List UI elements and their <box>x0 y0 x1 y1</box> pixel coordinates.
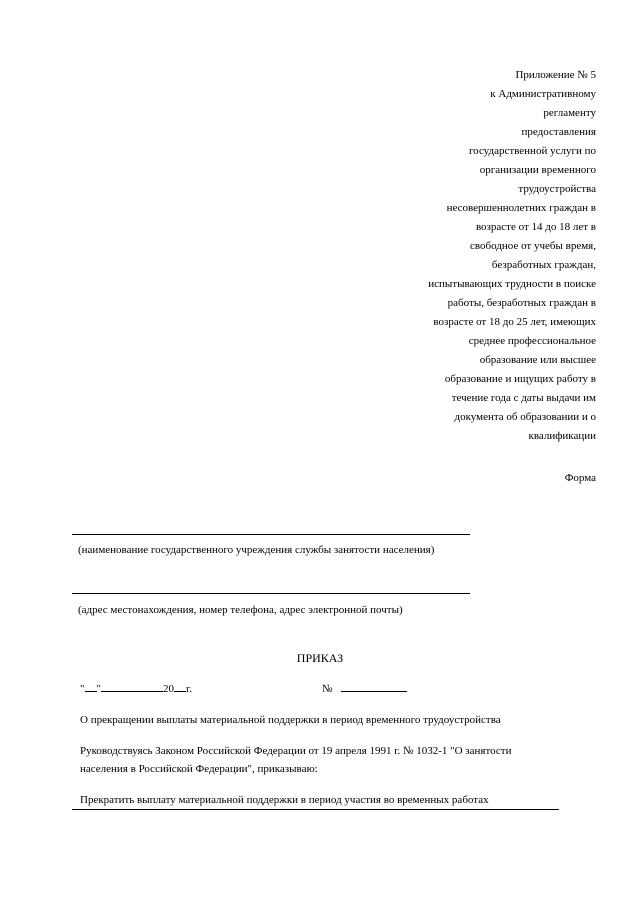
appendix-line: государственной услуги по <box>468 145 596 157</box>
appendix-line: образование и ищущих работу в <box>444 373 596 385</box>
address-caption: (адрес местонахождения, номер телефона, адрес электронной почты) <box>78 604 403 616</box>
appendix-line: среднее профессиональное <box>468 335 596 347</box>
order-subject: О прекращении выплаты материальной поддержки в период временного трудоустройства <box>80 714 501 726</box>
order-basis: Руководствуясь Законом Российской Федерации от 19 апреля 1991 г. № 1032-1 "О занятости населения в Российской Федерации", приказываю: <box>80 745 512 775</box>
date-line <box>80 681 192 697</box>
appendix-line: работы, безработных граждан в <box>447 297 596 309</box>
appendix-line: свободное от учебы время, <box>470 240 596 252</box>
appendix-line: безработных граждан, <box>491 259 596 271</box>
institution-name-line[interactable] <box>72 534 470 535</box>
order-text: Прекратить выплату материальной поддержки в период участия во временных работах <box>80 794 489 806</box>
date-open-quote: " <box>80 683 85 695</box>
number-label: № <box>322 683 333 695</box>
appendix-line: трудоустройства <box>518 183 596 195</box>
appendix-block <box>336 66 596 446</box>
document-title: ПРИКАЗ <box>296 651 344 665</box>
order-text-line[interactable] <box>72 809 559 810</box>
day-blank[interactable] <box>85 681 97 692</box>
appendix-line: предоставления <box>521 126 596 138</box>
appendix-line: регламенту <box>543 107 596 119</box>
appendix-line: возрасте от 14 до 18 лет в <box>475 221 596 233</box>
appendix-line: течение года с даты выдачи им <box>451 392 596 404</box>
appendix-line: документа об образовании и о <box>454 411 596 423</box>
appendix-line: возрасте от 18 до 25 лет, имеющих <box>433 316 596 328</box>
month-blank[interactable] <box>101 681 163 692</box>
year-blank[interactable] <box>174 681 186 692</box>
appendix-line: Приложение № 5 <box>515 69 596 81</box>
address-line[interactable] <box>72 593 470 594</box>
appendix-line: квалификации <box>528 430 596 442</box>
date-close-quote: " <box>96 683 101 695</box>
appendix-line: организации временного <box>479 164 596 176</box>
number-line <box>322 681 407 697</box>
form-label: Форма <box>564 472 596 484</box>
institution-caption: (наименование государственного учреждения службы занятости населения) <box>78 544 435 556</box>
year-prefix: 20 <box>163 683 174 695</box>
appendix-line: несовершеннолетних граждан в <box>446 202 596 214</box>
appendix-line: к Административному <box>490 88 596 100</box>
number-blank[interactable] <box>341 681 407 692</box>
appendix-line: образование или высшее <box>479 354 596 366</box>
appendix-line: испытывающих трудности в поиске <box>428 278 596 290</box>
year-suffix: г. <box>186 683 193 695</box>
